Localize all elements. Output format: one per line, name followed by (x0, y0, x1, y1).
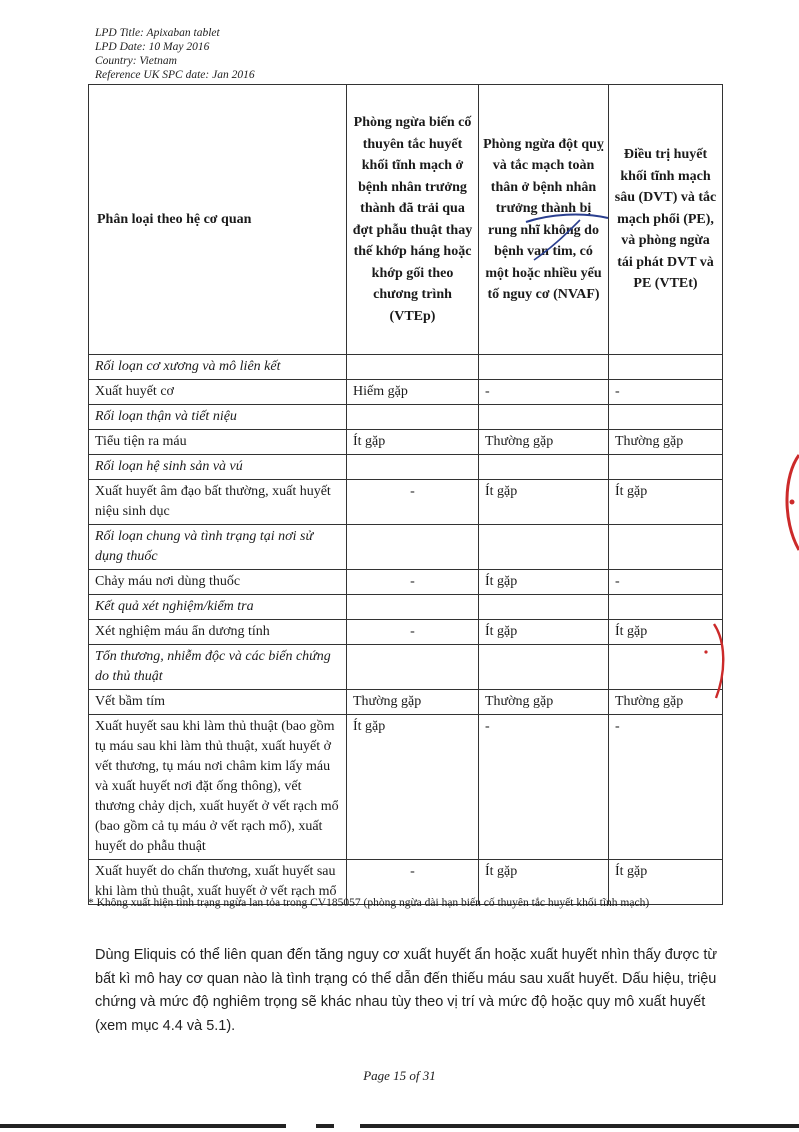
header-line-title: LPD Title: Apixaban tablet (95, 27, 220, 39)
frequency-vtep: Ít gặp (347, 430, 479, 455)
table-header-row (89, 85, 723, 355)
frequency-vtep: - (347, 620, 479, 645)
page-number: Page 15 of 31 (363, 1068, 436, 1083)
category-label: Rối loạn chung và tình trạng tại nơi sử dụng thuốc (89, 525, 347, 570)
frequency-nvaf: Ít gặp (479, 570, 609, 595)
frequency-vtep: - (347, 860, 479, 905)
frequency-vtep: Ít gặp (347, 715, 479, 860)
body-paragraph: Dùng Eliquis có thể liên quan đến tăng nguy cơ xuất huyết ẩn hoặc xuất huyết nhìn thấy được từ bất kì mô hay cơ quan nào là tình trạng có thể dẫn đến thiếu máu sau xuất huyết. Dấu hiệu, triệu chứng và mức độ nghiêm trọng sẽ khác nhau tùy theo vị trí và mức độ hoặc quy mô xuất huyết (xem mục 4.4 và 5.1). (95, 947, 718, 1034)
frequency-vtep: Thường gặp (347, 690, 479, 715)
column-header-nvaf: Phòng ngừa đột quỵ và tắc mạch toàn thân ở bệnh nhân trưởng thành bị rung nhĩ không do bệnh van tim, có một hoặc nhiều yếu tố nguy cơ (NVAF) (479, 85, 609, 355)
table-row (89, 380, 723, 405)
reaction-name: Tiểu tiện ra máu (89, 430, 347, 455)
header-line-country: Country: Vietnam (95, 55, 177, 67)
frequency-vtep: Hiếm gặp (347, 380, 479, 405)
frequency-vtet: Ít gặp (609, 860, 723, 905)
reaction-name: Vết bầm tím (89, 690, 347, 715)
frequency-nvaf: Thường gặp (479, 430, 609, 455)
frequency-vtet: Thường gặp (609, 430, 723, 455)
frequency-nvaf: - (479, 715, 609, 860)
frequency-vtet: Thường gặp (609, 690, 723, 715)
reaction-name: Chảy máu nơi dùng thuốc (89, 570, 347, 595)
frequency-vtet: - (609, 380, 723, 405)
frequency-vtet: - (609, 570, 723, 595)
category-label: Rối loạn cơ xương và mô liên kết (89, 355, 347, 380)
frequency-nvaf: - (479, 380, 609, 405)
pen-strike-icon (520, 200, 610, 270)
table-row (89, 480, 723, 525)
table-row (89, 715, 723, 860)
reaction-name: Xuất huyết do chấn thương, xuất huyết sau khi làm thủ thuật, xuất huyết ở vết rạch mổ (89, 860, 347, 905)
frequency-vtet: Ít gặp (609, 480, 723, 525)
adverse-reactions-table (88, 84, 723, 905)
scan-edge-line (0, 1124, 286, 1128)
column-header-vtep: Phòng ngừa biến cố thuyên tắc huyết khối tĩnh mạch ở bệnh nhân trưởng thành đã trải qua đợt phẫu thuật thay thế khớp háng hoặc khớp gối theo chương trình (VTEp) (347, 85, 479, 355)
frequency-nvaf: Ít gặp (479, 620, 609, 645)
table-row (89, 430, 723, 455)
frequency-vtet: Ít gặp (609, 620, 723, 645)
table-row (89, 690, 723, 715)
frequency-nvaf: Ít gặp (479, 860, 609, 905)
document-header (95, 26, 255, 82)
frequency-vtet: - (609, 715, 723, 860)
column-header-organ-class: Phân loại theo hệ cơ quan (89, 85, 347, 355)
red-margin-mark-icon (700, 622, 730, 702)
scan-edge-line (316, 1124, 334, 1128)
category-row (89, 455, 723, 480)
category-row (89, 645, 723, 690)
category-label: Kết quả xét nghiệm/kiểm tra (89, 595, 347, 620)
red-stamp-mark-icon (778, 450, 799, 560)
column-header-vtet: Điều trị huyết khối tĩnh mạch sâu (DVT) và tắc mạch phổi (PE), và phòng ngừa tái phát DVT và PE (VTEt) (609, 85, 723, 355)
reaction-name: Xuất huyết sau khi làm thủ thuật (bao gồm tụ máu sau khi làm thủ thuật, xuất huyết ở vết thương, tụ máu nơi châm kim lấy máu và xuất huyết nơi đặt ống thông), vết thương chảy dịch, xuất huyết ở vết rạch mổ (bao gồm cả tụ máu ở vết rạch mổ), xuất huyết do phẫu thuật (89, 715, 347, 860)
frequency-nvaf: Ít gặp (479, 480, 609, 525)
scan-edge-line (360, 1124, 799, 1128)
header-line-date: LPD Date: 10 May 2016 (95, 41, 210, 53)
category-label: Rối loạn hệ sinh sản và vú (89, 455, 347, 480)
table-row (89, 620, 723, 645)
category-label: Tổn thương, nhiễm độc và các biến chứng do thủ thuật (89, 645, 347, 690)
category-row (89, 355, 723, 380)
category-row (89, 525, 723, 570)
reaction-name: Xuất huyết âm đạo bất thường, xuất huyết niệu sinh dục (89, 480, 347, 525)
table-row (89, 570, 723, 595)
category-row (89, 405, 723, 430)
reaction-name: Xuất huyết cơ (89, 380, 347, 405)
table-footnote: * Không xuất hiện tình trạng ngừa lan tỏa trong CV185057 (phòng ngừa dài hạn biến cố thuyên tắc huyết khối tĩnh mạch) (88, 897, 650, 909)
reaction-name: Xét nghiệm máu ẩn dương tính (89, 620, 347, 645)
category-row (89, 595, 723, 620)
frequency-vtep: - (347, 480, 479, 525)
category-label: Rối loạn thận và tiết niệu (89, 405, 347, 430)
header-line-reference: Reference UK SPC date: Jan 2016 (95, 69, 255, 81)
frequency-vtep: - (347, 570, 479, 595)
frequency-nvaf: Thường gặp (479, 690, 609, 715)
